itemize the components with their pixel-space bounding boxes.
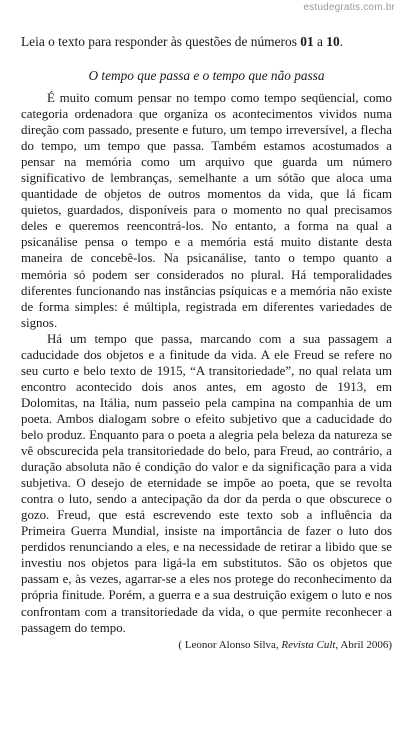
document-page [21, 34, 392, 652]
instruction-line [21, 34, 392, 50]
instruction-period: . [339, 34, 344, 49]
paragraph-2: Há um tempo que passa, marcando com a sua passagem a caducidade dos objetos e a finitude da vida. A ele Freud se refere no seu curto e belo texto de 1915, “A transitoriedade”, no qual relata um encontro acontecido dois anos antes, em agosto de 1913, em Dolomitas, na Itália, num passeio pela campina na companhia de um poeta. Ambos dialogam sobre o efeito subjetivo que a caducidade do belo produz. Enquanto para o poeta a alegria pela beleza da natureza se vê obscurecida pela transitoriedade do belo, para Freud, ao contrário, a duração absoluta não é condição do valor e da significação para a vida subjetiva. O desejo de eternidade se impõe ao poeta, que se revolta contra o luto, sendo a antecipação da dor da perda o que obscurece o gozo. Freud, que está escrevendo este texto sob a influência da Primeira Guerra Mundial, insiste na importância de fazer o luto dos perdidos renunciando a eles, e na necessidade de retirar a libido que se investiu nos objetos para ligá-la em substitutos. São os objetos que passam e, às vezes, agarrar-se a eles nos protege do reconhecimento da própria finitude. Porém, a guerra e a sua destruição exigem o luto e nos confrontam com a transitoriedade da vida, o que permite reconhecer a passagem do tempo. [21, 331, 392, 635]
citation-publication: Revista Cult [281, 638, 336, 651]
instruction-text: Leia o texto para responder às questões de números [21, 34, 301, 49]
text-title: O tempo que passa e o tempo que não passa [88, 68, 325, 83]
paragraph-1: É muito comum pensar no tempo como tempo seqüencial, como categoria ordenadora que organiza os acontecimentos vividos numa direção com passado, presente e futuro, um tempo irreversível, a flecha do tempo, um tempo que passa. Também estamos acostumados a pensar na memória como um arquivo que guarda um número significativo de lembranças, semelhante a um sótão que aloca uma quantidade de objetos de outros momentos da vida, que lá ficam quietos, guardados, disponíveis para o momento no qual precisamos deles e queremos reencontrá-los. No entanto, a forma na qual a psicanálise pensa o tempo e a memória está muito distante desta maneira de concebê-los. Na psicanálise, tanto o tempo quanto a memória só podem ser considerados no plural. Há temporalidades diferentes funcionando nas instâncias psíquicas e a memória não existe de forma simples: é múltipla, registrada em diferentes variedades de signos. [21, 91, 392, 330]
citation [21, 638, 392, 652]
citation-date: , Abril 2006) [335, 638, 392, 651]
citation-author: Leonor Alonso Silva, [184, 638, 279, 651]
instruction-connector: a [313, 34, 327, 49]
watermark-text: estudegratis.com.br [303, 2, 395, 13]
question-number-end: 10 [326, 34, 340, 49]
question-number-start: 01 [300, 34, 314, 49]
citation-open: ( [178, 638, 185, 651]
